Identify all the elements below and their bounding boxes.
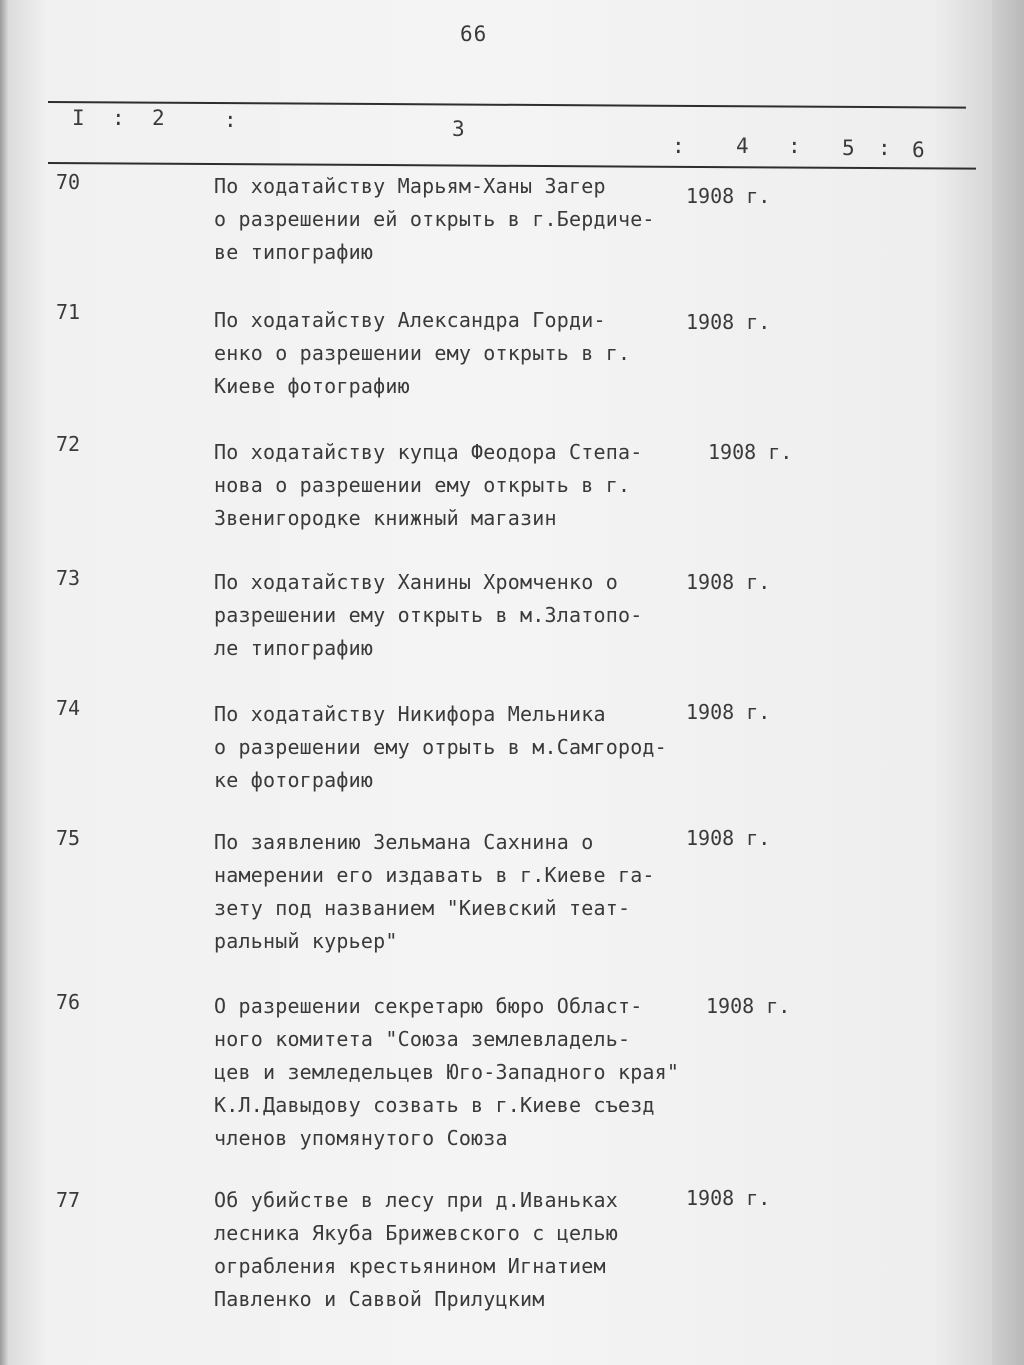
entry-description: По ходатайству Марьям-Ханы Загер о разрешении ей открыть в г.Бердиче- ве типографию	[214, 174, 655, 264]
entry-year: 1908 г.	[686, 184, 771, 208]
header-col-4: 4	[736, 134, 749, 158]
page-number: 66	[460, 22, 488, 46]
header-col-6: 6	[912, 138, 925, 162]
entry-description: По ходатайству Никифора Мельника о разрешении ему отрыть в м.Самгород- ке фотографию	[214, 702, 667, 792]
entry-description: По ходатайству Ханины Хромченко о разрешении ему открыть в м.Златопо- ле типографию	[214, 570, 643, 660]
entry-number: 76	[56, 990, 81, 1014]
header-separator: :	[878, 136, 891, 160]
page-left-shadow	[0, 0, 8, 1365]
entry-year: 1908 г.	[686, 700, 771, 724]
entry-description: О разрешении секретарю бюро Област- ного комитета "Союза землевладель- цев и земледельцев Юго-Западного края" К.Л.Давыдову созвать в г.Киеве съезд членов упомянутого Союза	[214, 994, 680, 1150]
entry-number: 75	[56, 826, 81, 850]
entry-description: По заявлению Зельмана Сахнина о намерении его издавать в г.Киеве га- зету под названием "Киевский теат- ральный курьер"	[214, 830, 655, 953]
header-col-1: I	[72, 106, 85, 130]
entry-number: 70	[56, 170, 81, 194]
entry-number: 71	[56, 300, 81, 324]
entry-description: По ходатайству Александра Горди- енко о разрешении ему открыть в г. Киеве фотографию	[214, 308, 631, 398]
header-col-2: 2	[152, 106, 165, 130]
entry-number: 73	[56, 566, 81, 590]
header-separator: :	[112, 106, 125, 130]
entry-year: 1908 г.	[686, 570, 771, 594]
entry-number: 72	[56, 432, 81, 456]
entry-description: Об убийстве в лесу при д.Иваньках лесника Якуба Брижевского с целью ограбления крестьянином Игнатием Павленко и Саввой Прилуцким	[214, 1188, 618, 1311]
entry-year: 1908 г.	[686, 1186, 771, 1210]
entry-year: 1908 г.	[708, 440, 793, 464]
entry-number: 74	[56, 696, 81, 720]
entry-year: 1908 г.	[686, 826, 771, 850]
page-right-edge	[992, 0, 1024, 1365]
header-separator: :	[788, 134, 801, 158]
header-separator: :	[224, 108, 237, 132]
header-col-5: 5	[842, 136, 855, 160]
entry-year: 1908 г.	[686, 310, 771, 334]
entry-year: 1908 г.	[706, 994, 791, 1018]
header-separator: :	[672, 134, 685, 158]
entry-number: 77	[56, 1188, 81, 1212]
entry-description: По ходатайству купца Феодора Степа- нова о разрешении ему открыть в г. Звенигородке книжный магазин	[214, 440, 643, 530]
header-col-3: 3	[452, 117, 465, 141]
